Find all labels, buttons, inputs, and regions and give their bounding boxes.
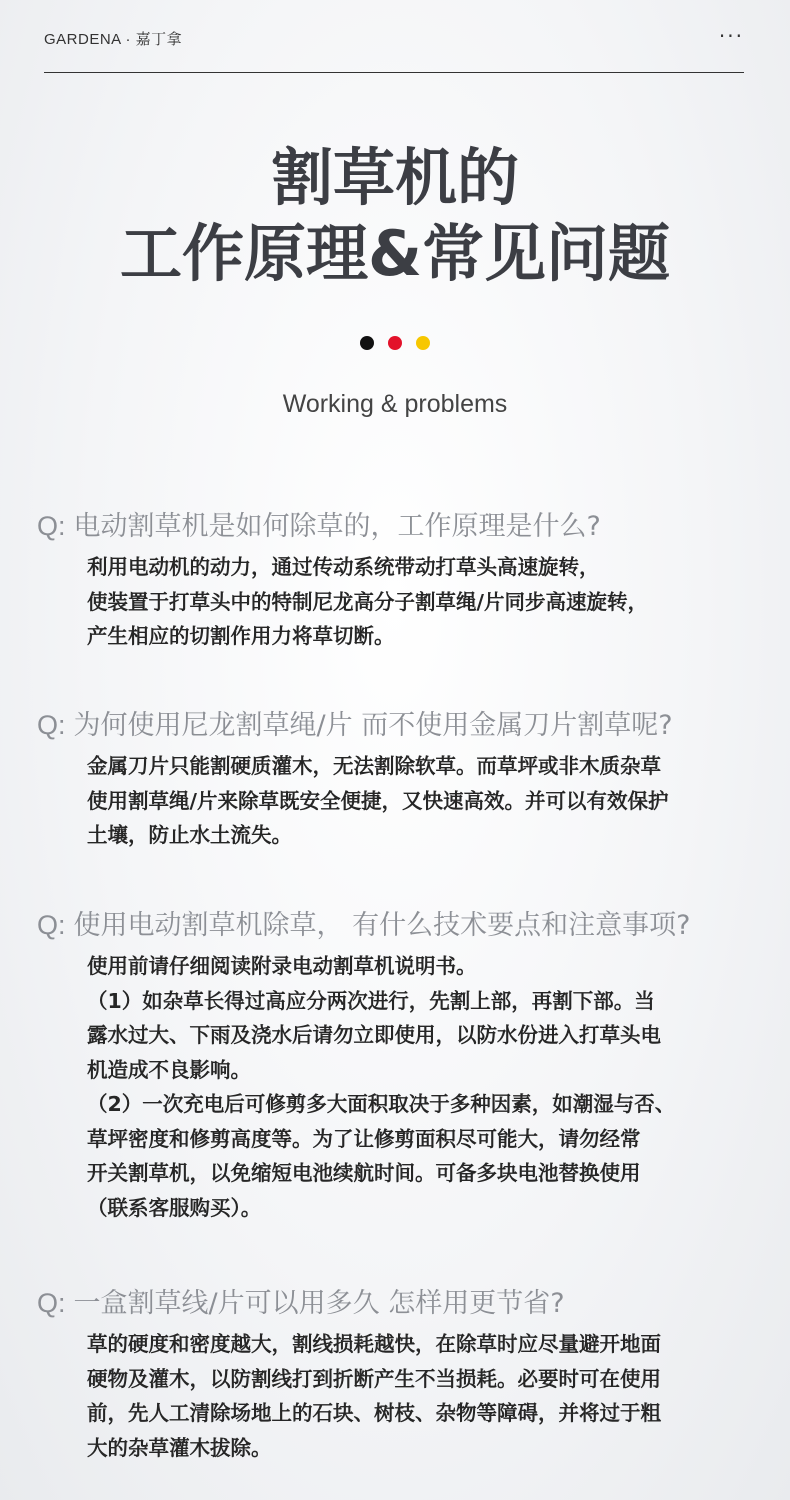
answer-line: 露水过大、下雨及浇水后请勿立即使用，以防水份进入打草头电 — [87, 1023, 661, 1047]
answer-line: （联系客服购买）。 — [87, 1195, 262, 1220]
faq-answer — [87, 550, 760, 654]
faq-answer — [87, 949, 760, 1225]
title-line-2: 工作原理&常见问题 — [119, 217, 671, 290]
question-prefix: Q: — [37, 511, 66, 541]
answer-line: （2）一次充电后可修剪多大面积取决于多种因素，如潮湿与否、 — [87, 1092, 676, 1116]
answer-line: 硬物及灌木，以防割线打到折断产生不当损耗。必要时可在使用 — [87, 1366, 661, 1391]
title-line-1: 割草机的 — [270, 141, 519, 214]
answer-line: 土壤，防止水土流失。 — [87, 823, 292, 847]
black-dot — [360, 336, 374, 350]
question-text: 使用电动割草机除草， 有什么技术要点和注意事项? — [73, 910, 691, 941]
answer-line: 开关割草机，以免缩短电池续航时间。可备多块电池替换使用 — [87, 1161, 641, 1185]
question-prefix: Q: — [37, 910, 66, 940]
answer-line: 金属刀片只能割硬质灌木，无法割除软草。而草坪或非木质杂草 — [87, 754, 661, 778]
more-options-icon[interactable]: ··· — [718, 24, 744, 48]
red-dot — [388, 336, 402, 350]
color-dots — [0, 336, 790, 350]
answer-line: （1）如杂草长得过高应分两次进行，先割上部，再割下部。当 — [87, 988, 655, 1013]
page-title — [0, 140, 790, 292]
answer-line: 产生相应的切割作用力将草切断。 — [87, 624, 395, 648]
page-subtitle: Working & problems — [282, 390, 508, 418]
faq-item-4 — [37, 1284, 760, 1465]
faq-question — [37, 906, 760, 945]
answer-line: 大的杂草灌木拔除。 — [87, 1435, 272, 1460]
faq-item-2 — [37, 706, 760, 853]
question-text: 电动割草机是如何除草的，工作原理是什么? — [73, 511, 601, 542]
answer-line: 草坪密度和修剪高度等。为了让修剪面积尽可能大，请勿经常 — [87, 1126, 641, 1151]
answer-line: 草的硬度和密度越大，割线损耗越快，在除草时应尽量避开地面 — [87, 1332, 661, 1356]
answer-line: 机造成不良影响。 — [87, 1057, 251, 1082]
answer-line: 使用前请仔细阅读附录电动割草机说明书。 — [87, 954, 477, 978]
faq-question — [37, 1284, 760, 1323]
answer-line: 利用电动机的动力，通过传动系统带动打草头高速旋转， — [87, 555, 600, 579]
faq-answer — [87, 1327, 760, 1465]
yellow-dot — [416, 336, 430, 350]
answer-line: 使装置于打草头中的特制尼龙高分子割草绳/片同步高速旋转， — [87, 589, 648, 614]
faq-answer — [87, 749, 760, 853]
faq-item-3 — [37, 906, 760, 1225]
faq-item-1 — [37, 507, 760, 654]
question-text: 一盒割草线/片可以用多久 怎样用更节省? — [73, 1288, 565, 1319]
header-bar — [44, 22, 744, 73]
question-text: 为何使用尼龙割草绳/片 而不使用金属刀片割草呢? — [73, 710, 673, 741]
brand-logo-text: GARDENA · 嘉丁拿 — [44, 31, 183, 48]
answer-line: 使用割草绳/片来除草既安全便捷，又快速高效。并可以有效保护 — [87, 788, 669, 813]
question-prefix: Q: — [37, 710, 66, 740]
faq-question — [37, 706, 760, 745]
faq-question — [37, 507, 760, 546]
answer-line: 前，先人工清除场地上的石块、树枝、杂物等障碍，并将过于粗 — [87, 1401, 661, 1425]
question-prefix: Q: — [37, 1288, 66, 1318]
